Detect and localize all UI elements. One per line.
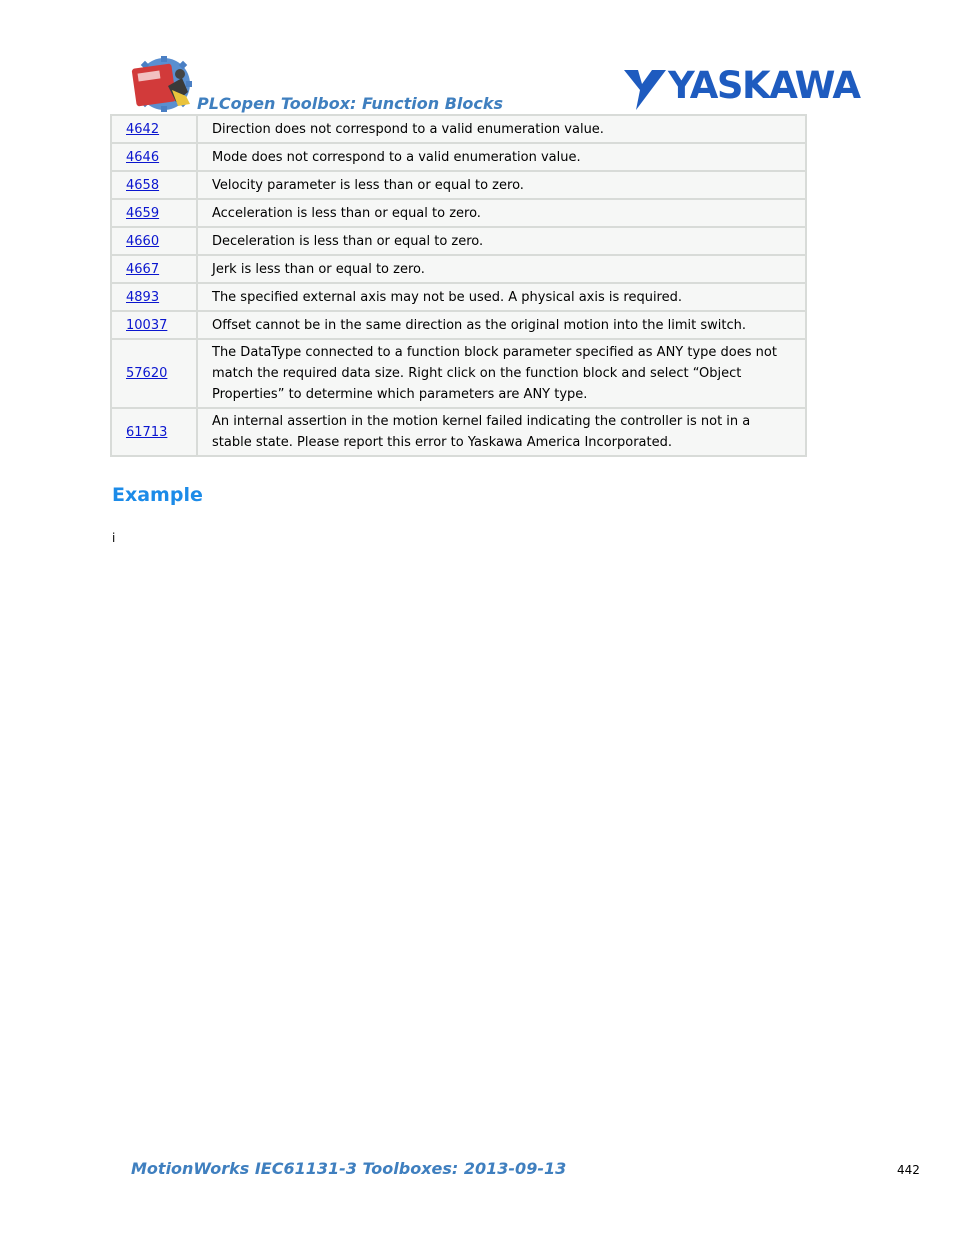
error-code-link[interactable]: 61713 [126,424,168,440]
error-code-link[interactable]: 4658 [126,177,160,193]
error-description-cell: An internal assertion in the motion kernel failed indicating the controller is not in a stable state. Please report this error to Yaskawa America Incorporated. [197,408,806,456]
error-code-link[interactable]: 4659 [126,205,160,221]
error-description-cell: The DataType connected to a function block parameter specified as ANY type does not match the required data size. Right click on the function block and select “Object Properties” to determine which parameters are ANY type. [197,339,806,408]
table-row [111,171,806,199]
table-row [111,199,806,227]
error-code-cell [111,171,197,199]
error-code-cell [111,283,197,311]
error-code-cell [111,143,197,171]
error-description-cell: Direction does not correspond to a valid enumeration value. [197,115,806,143]
error-description-cell: Mode does not correspond to a valid enumeration value. [197,143,806,171]
table-row [111,311,806,339]
error-code-link[interactable]: 4660 [126,233,160,249]
error-code-table [110,114,807,457]
footer-title: MotionWorks IEC61131-3 Toolboxes: 2013-09-13 [131,1159,567,1178]
error-description-cell: Deceleration is less than or equal to zero. [197,227,806,255]
plcopen-toolbox-logo [128,56,200,112]
section-body-text: i [112,531,116,545]
error-code-link[interactable]: 4646 [126,149,160,165]
table-row [111,339,806,408]
error-code-cell [111,115,197,143]
error-code-cell [111,227,197,255]
table-row [111,143,806,171]
table-row [111,255,806,283]
section-heading-example: Example [112,484,203,506]
error-code-cell [111,339,197,408]
table-row [111,283,806,311]
error-description-cell: Velocity parameter is less than or equal to zero. [197,171,806,199]
error-code-link[interactable]: 4667 [126,261,160,277]
error-code-link[interactable]: 4893 [126,289,160,305]
yaskawa-wordmark: YASKAWA [668,64,860,107]
error-code-link[interactable]: 57620 [126,366,168,381]
table-row [111,408,806,456]
table-row [111,227,806,255]
error-code-cell [111,255,197,283]
error-code-link[interactable]: 4642 [126,121,160,137]
error-description-cell: Offset cannot be in the same direction as the original motion into the limit switch. [197,311,806,339]
table-row [111,115,806,143]
error-description-cell: Acceleration is less than or equal to zero. [197,199,806,227]
error-code-cell [111,311,197,339]
error-code-link[interactable]: 10037 [126,317,168,333]
error-code-cell [111,199,197,227]
error-code-cell [111,408,197,456]
yaskawa-logo [622,64,860,112]
header-title: PLCopen Toolbox: Function Blocks [197,94,504,113]
error-description-cell: Jerk is less than or equal to zero. [197,255,806,283]
error-description-cell: The specified external axis may not be used. A physical axis is required. [197,283,806,311]
page-number: 442 [897,1163,920,1177]
